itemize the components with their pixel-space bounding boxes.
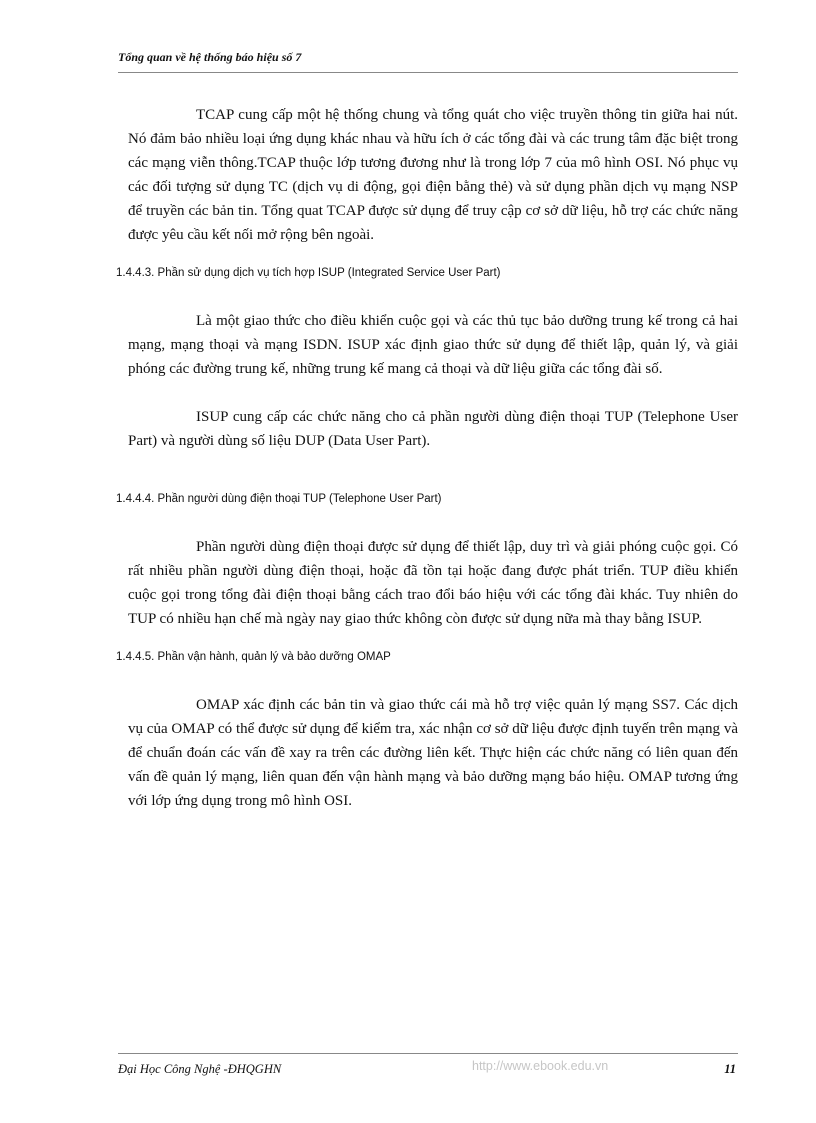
paragraph-omap: OMAP xác định các bản tin và giao thức cái mà hỗ trợ việc quản lý mạng SS7. Các dịch vụ của OMAP có thể được sử dụng để kiểm tra, xác nhận cơ sở dữ liệu được định tuyến trên mạng và để chuẩn đoán các vấn đề xay ra trên các đường liên kết. Thực hiện các chức năng có liên quan đến vấn đề quản lý mạng, liên quan đến vận hành mạng và bảo dưỡng mạng báo hiệu. OMAP tương ứng với lớp ứng dụng trong mô hình OSI. <box>128 697 738 809</box>
section-heading-isup: 1.4.4.3. Phần sử dụng dịch vụ tích hợp ISUP (Integrated Service User Part) <box>116 267 501 279</box>
paragraph-tcap: TCAP cung cấp một hệ thống chung và tổng quát cho việc truyền thông tin giữa hai nút. Nó đảm bảo nhiều loại ứng dụng khác nhau và hữu ích ở các tổng đài và các trung tâm đặc biệt trong các mạng viễn thông.TCAP thuộc lớp tương đương như là trong lớp 7 của mô hình OSI. Nó phục vụ các đối tượng sử dụng TC (dịch vụ di động, gọi điện bằng thẻ) và sử dụng phần dịch vụ mạng NSP để truyền các bản tin. Tổng quat TCAP được sử dụng để truy cập cơ sở dữ liệu, hỗ trợ các chức năng được yêu cầu kết nối mở rộng bên ngoài. <box>128 107 738 243</box>
footer-institution: Đại Học Công Nghệ -ĐHQGHN <box>118 1062 282 1076</box>
section-heading-omap: 1.4.4.5. Phần vận hành, quản lý và bảo dưỡng OMAP <box>116 651 391 663</box>
footer-website-url: http://www.ebook.edu.vn <box>472 1059 609 1073</box>
paragraph-isup-functions: ISUP cung cấp các chức năng cho cả phần người dùng điện thoại TUP (Telephone User Part) và người dùng số liệu DUP (Data User Part). <box>128 409 738 449</box>
page-content <box>116 103 738 813</box>
page-header <box>118 50 738 73</box>
page-number: 11 <box>724 1062 736 1076</box>
section-heading-tup: 1.4.4.4. Phần người dùng điện thoại TUP (Telephone User Part) <box>116 493 442 505</box>
document-title: Tổng quan về hệ thống báo hiệu số 7 <box>118 50 302 64</box>
paragraph-isup-intro: Là một giao thức cho điều khiển cuộc gọi và các thủ tục bảo dưỡng trung kế trong cả hai mạng, mạng thoại và mạng ISDN. ISUP xác định giao thức sử dụng để thiết lập, quản lý, và giải phóng các đường trung kế, những trung kế mang cả thoại và dữ liệu giữa các tổng đài số. <box>128 313 738 377</box>
paragraph-tup: Phần người dùng điện thoại được sử dụng để thiết lập, duy trì và giải phóng cuộc gọi. Có rất nhiều phần người dùng điện thoại, hoặc đã tồn tại hoặc đang được phát triển. TUP điều khiển cuộc gọi trong tổng đài điện thoại bằng cách trao đổi báo hiệu với các tổng đài khác. Tuy nhiên do TUP có nhiều hạn chế mà ngày nay giao thức không còn được sử dụng nữa mà thay bằng ISUP. <box>128 539 738 627</box>
page-footer <box>118 1053 738 1084</box>
